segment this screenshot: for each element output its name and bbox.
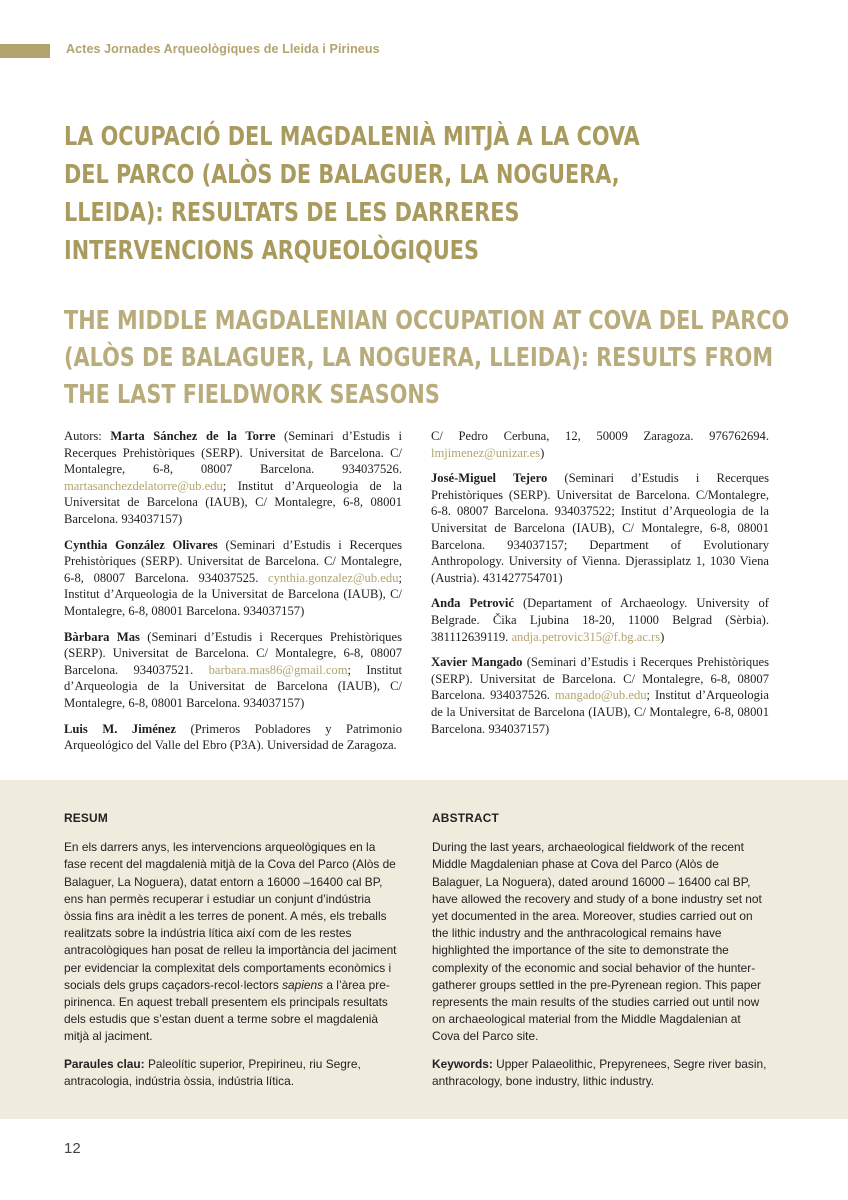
author-entry-continued: [431, 428, 769, 461]
resum-heading: RESUM: [64, 811, 108, 825]
author-email[interactable]: andja.petrovic315@f.bg.ac.rs: [511, 629, 661, 644]
author-affiliation-cont: ; Institut d’Arqueologia de la Universitat de Barcelona (IAUB), C/ Montalegre, 6-8, 08001 Barcelona. 934037157): [431, 688, 770, 736]
title-ca-line: DEL PARCO (ALÒS DE BALAGUER, LA NOGUERA,: [64, 160, 620, 190]
author-affiliation-cont: ; Institut d’Arqueologia de la Universitat de Barcelona (IAUB), C/ Montalegre, 6-8, 08001 Barcelona. 934037157): [64, 478, 402, 526]
author-entry: [64, 721, 402, 754]
abstract-body: During the last years, archaeological fieldwork of the recent Middle Magdalenian phase at Cova del Parco (Alòs de Balaguer, La Noguera), dated around 16000 – 16400 cal BP, have allowed the recovery and study of a bone industry set not yet documented in the area. Moreover, studies carried out on the lithic industry and the anthracological remains have highlighted the importance of the site to demonstrate the complexity of the economic and social behavior of the hunter-gatherer groups settled in the pre-Pyrenean region. This paper represents the main results of the studies carried out until now on archaeological material from the Middle Magdalenian at Cova del Parco site.: [432, 840, 762, 1044]
author-affiliation: (Seminari d’Estudis i Recerques Prehistòriques (SERP). Universitat de Barcelona. C/ Montalegre, 6-8, 08007 Barcelona. 934037521.: [64, 629, 402, 677]
keywords-label: Keywords:: [432, 1056, 493, 1071]
author-name: José-Miguel Tejero: [431, 471, 548, 486]
keywords-text: Upper Palaeolithic, Prepyrenees, Segre river basin, anthracology, bone industry, lithic industry.: [432, 1056, 767, 1088]
resum-section: [64, 810, 400, 1100]
keywords-text: Paleolític superior, Prepirineu, riu Segre, antracologia, indústria òssia, indústria lítica.: [64, 1056, 361, 1088]
abstract-keywords: [432, 1056, 768, 1090]
author-entry: [431, 470, 769, 586]
author-entry: [431, 595, 769, 645]
title-en-line: THE LAST FIELDWORK SEASONS: [64, 380, 440, 410]
author-entry: [64, 537, 402, 620]
author-affiliation-cont: ): [660, 629, 665, 644]
author-entry: [431, 654, 769, 737]
author-name: Marta Sánchez de la Torre: [110, 429, 276, 443]
resum-text: En els darrers anys, les intervencions arqueològiques en la fase recent del magdalenià mitjà de la Cova del Parco (Alòs de Balaguer, La Noguera), datat entorn a 16000 –16400 cal BP, ens han permès recuperar i estudiar un conjunt d’indústria òssia fins ara inèdit a les terres de ponent. A més, els treballs realitzats sobre la indústria lítica així com de les restes antracològiques han posat de relleu la importància del jaciment per evidenciar la complexitat dels comportaments econòmics i socials dels grups caçadors-recol·lectors: [64, 840, 397, 992]
author-affiliation: C/ Pedro Cerbuna, 12, 50009 Zaragoza. 976762694.: [431, 429, 769, 443]
authors-left-column: [64, 428, 402, 763]
author-name: Anđa Petrović: [431, 596, 514, 611]
author-affiliation: (Seminari d’Estudis i Recerques Prehistòriques (SERP). Universitat de Barcelona. C/ Montalegre, 6-8, 08007 Barcelona. 934037526.: [431, 655, 769, 703]
author-email[interactable]: barbara.mas86@gmail.com: [208, 662, 348, 677]
author-entry: [64, 629, 402, 712]
authors-right-column: [431, 428, 769, 746]
author-affiliation: (Seminari d’Estudis i Recerques Prehistòriques (SERP). Universitat de Barcelona. C/Montalegre, 6-8. 08007 Barcelona. 934037522; Institut d’Arqueologia de la Universitat de Barcelona (IAUB), C/ Montalegre, 6-8, 08001 Barcelona. 934037157; Department of Evolutionary Anthropology. University of Vienna. Djerassiplatz 1, 1030 Viena (Austria). 431427754701): [431, 471, 770, 585]
author-name: Bàrbara Mas: [64, 629, 140, 644]
author-affiliation-cont: ; Institut d’Arqueologia de la Universitat de Barcelona (IAUB), C/ Montalegre, 6-8, 08001 Barcelona. 934037157): [64, 662, 402, 710]
author-affiliation: (Seminari d’Estudis i Recerques Prehistòriques (SERP). Universitat de Barcelona. C/ Montalegre, 6-8, 08007 Barcelona. 934037526.: [64, 429, 402, 477]
journal-header: Actes Jornades Arqueològiques de Lleida i Pirineus: [66, 42, 380, 56]
author-name: Xavier Mangado: [431, 655, 523, 670]
header-accent-bar: [0, 44, 50, 58]
title-english: [64, 303, 790, 414]
title-en-line: (ALÒS DE BALAGUER, LA NOGUERA, LLEIDA): RESULTS FROM: [64, 343, 774, 373]
author-email[interactable]: cynthia.gonzalez@ub.edu: [268, 570, 399, 585]
title-catalan: [64, 118, 640, 270]
resum-italic: sapiens: [282, 977, 324, 992]
author-affiliation: (Departament of Archaeology. University of Belgrade. Čika Ljubina 18-20, 11000 Belgrad (Sèrbia). 381112639119.: [431, 596, 770, 644]
author-email[interactable]: lmjimenez@unizar.es: [431, 445, 541, 460]
resum-text-cont: a l’àrea pre-pirinenca. En aquest treball presentem els principals resultats dels estudis que s’estan duent a terme sobre el magdalenià mitjà al jaciment.: [64, 977, 390, 1044]
author-entry: [64, 428, 402, 528]
author-affiliation-cont: ; Institut d’Arqueologia de la Universitat de Barcelona (IAUB), C/ Montalegre, 6-8, 08001 Barcelona. 934037157): [64, 570, 402, 618]
author-name: Cynthia González Olivares: [64, 537, 218, 552]
resum-body: [64, 839, 400, 1045]
abstract-section: [432, 810, 768, 1100]
author-affiliation-cont: ): [540, 445, 545, 460]
author-email[interactable]: martasanchezdelatorre@ub.edu: [64, 478, 223, 493]
author-affiliation: (Seminari d’Estudis i Recerques Prehistòriques (SERP). Universitat de Barcelona. C/ Montalegre, 6-8, 08007 Barcelona. 934037525.: [64, 537, 402, 585]
title-ca-line: LA OCUPACIÓ DEL MAGDALENIÀ MITJÀ A LA COVA: [64, 122, 640, 152]
author-email[interactable]: mangado@ub.edu: [554, 688, 647, 703]
title-ca-line: INTERVENCIONS ARQUEOLÒGIQUES: [64, 236, 479, 266]
title-ca-line: LLEIDA): RESULTATS DE LES DARRERES: [64, 198, 520, 228]
title-en-line: THE MIDDLE MAGDALENIAN OCCUPATION AT COVA DEL PARCO: [64, 306, 790, 336]
resum-keywords: [64, 1056, 400, 1090]
authors-prefix: Autors:: [64, 429, 111, 443]
author-affiliation: (Primeros Pobladores y Patrimonio Arqueológico del Valle del Ebro (P3A). Universidad de Zaragoza.: [64, 721, 402, 753]
keywords-label: Paraules clau:: [64, 1056, 145, 1071]
abstract-heading: ABSTRACT: [432, 811, 499, 825]
author-name: Luis M. Jiménez: [64, 721, 176, 736]
page-number: 12: [64, 1140, 81, 1157]
